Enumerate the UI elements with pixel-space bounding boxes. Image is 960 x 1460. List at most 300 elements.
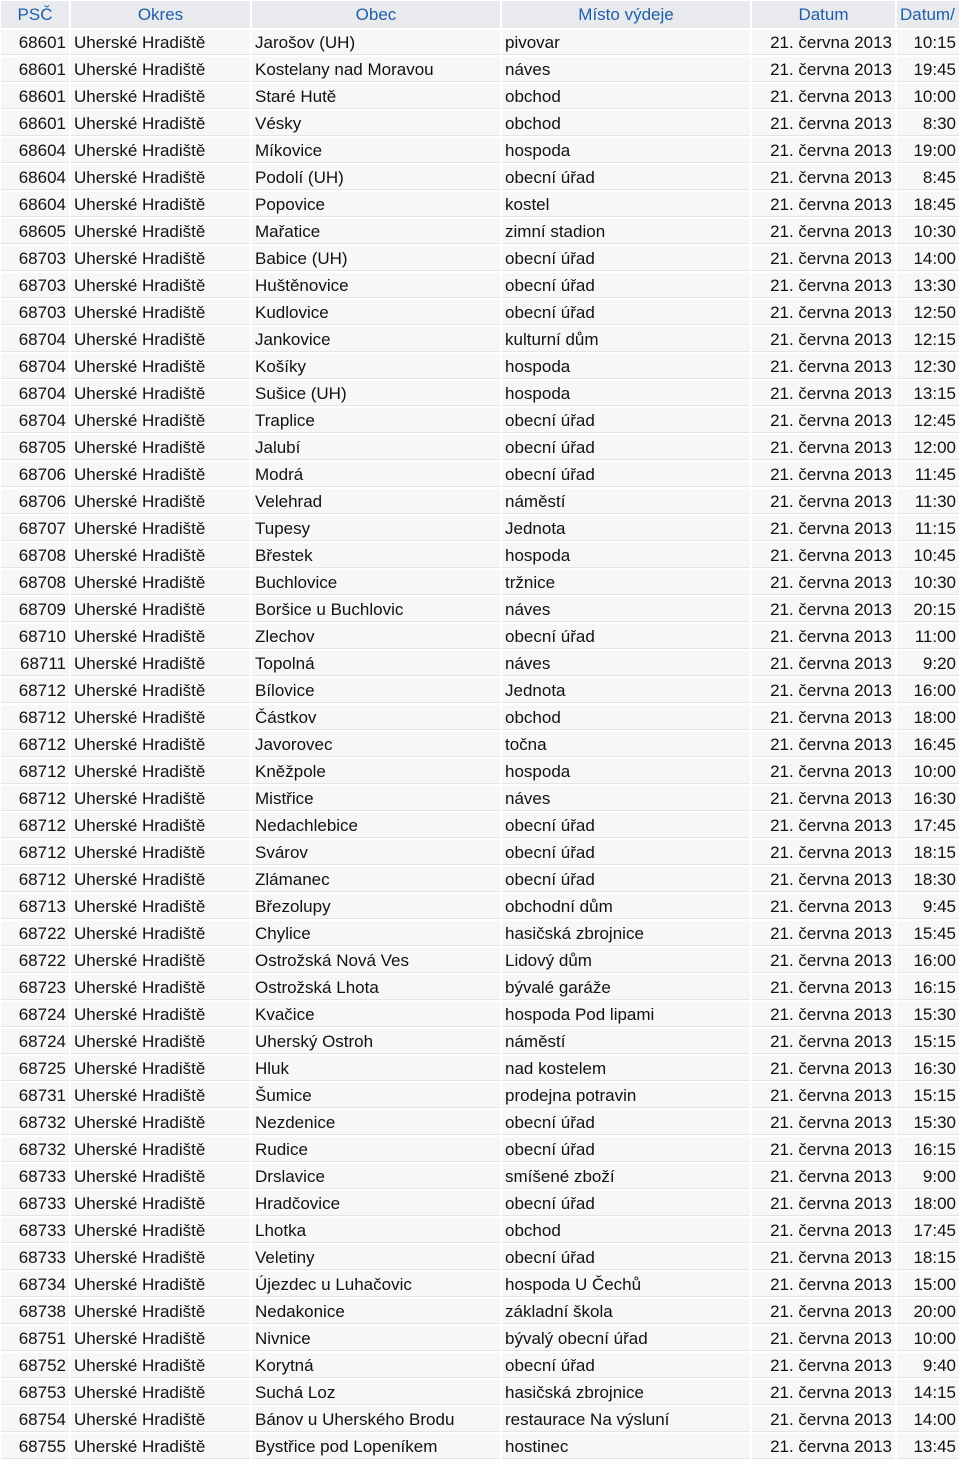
cell-cas: 16:45	[896, 731, 960, 758]
cell-cas: 10:15	[896, 29, 960, 56]
cell-misto-vydeje: náměstí	[501, 1028, 751, 1055]
cell-psc: 68601	[0, 29, 70, 56]
cell-misto-vydeje: obecní úřad	[501, 623, 751, 650]
cell-misto-vydeje: obecní úřad	[501, 1244, 751, 1271]
cell-misto-vydeje: obecní úřad	[501, 245, 751, 272]
cell-okres: Uherské Hradiště	[70, 218, 251, 245]
cell-datum: 21. června 2013	[751, 893, 896, 920]
cell-cas: 9:45	[896, 893, 960, 920]
cell-okres: Uherské Hradiště	[70, 677, 251, 704]
cell-obec: Huštěnovice	[251, 272, 501, 299]
cell-misto-vydeje: smíšené zboží	[501, 1163, 751, 1190]
cell-okres: Uherské Hradiště	[70, 1433, 251, 1460]
cell-obec: Veletiny	[251, 1244, 501, 1271]
cell-psc: 68712	[0, 785, 70, 812]
table-row	[0, 1082, 960, 1109]
table-row	[0, 1244, 960, 1271]
cell-misto-vydeje: Lidový dům	[501, 947, 751, 974]
table-row	[0, 893, 960, 920]
table-row	[0, 866, 960, 893]
cell-obec: Traplice	[251, 407, 501, 434]
header-obec: Obec	[251, 0, 501, 29]
cell-misto-vydeje: točna	[501, 731, 751, 758]
cell-cas: 8:45	[896, 164, 960, 191]
table-row	[0, 1190, 960, 1217]
table-row	[0, 1028, 960, 1055]
cell-datum: 21. června 2013	[751, 29, 896, 56]
cell-psc: 68731	[0, 1082, 70, 1109]
table-row	[0, 1271, 960, 1298]
table-row	[0, 974, 960, 1001]
cell-cas: 14:15	[896, 1379, 960, 1406]
table-row	[0, 920, 960, 947]
cell-psc: 68601	[0, 83, 70, 110]
cell-okres: Uherské Hradiště	[70, 1163, 251, 1190]
cell-psc: 68703	[0, 299, 70, 326]
cell-cas: 10:00	[896, 83, 960, 110]
table-row	[0, 380, 960, 407]
cell-obec: Velehrad	[251, 488, 501, 515]
cell-datum: 21. června 2013	[751, 677, 896, 704]
cell-misto-vydeje: náves	[501, 56, 751, 83]
cell-misto-vydeje: kulturní dům	[501, 326, 751, 353]
cell-datum: 21. června 2013	[751, 1001, 896, 1028]
cell-psc: 68722	[0, 920, 70, 947]
cell-psc: 68732	[0, 1136, 70, 1163]
cell-datum: 21. června 2013	[751, 920, 896, 947]
cell-misto-vydeje: prodejna potravin	[501, 1082, 751, 1109]
cell-psc: 68712	[0, 731, 70, 758]
cell-psc: 68712	[0, 704, 70, 731]
table-row	[0, 326, 960, 353]
cell-datum: 21. června 2013	[751, 1406, 896, 1433]
cell-okres: Uherské Hradiště	[70, 245, 251, 272]
cell-obec: Babice (UH)	[251, 245, 501, 272]
cell-obec: Lhotka	[251, 1217, 501, 1244]
cell-datum: 21. června 2013	[751, 1136, 896, 1163]
cell-misto-vydeje: obecní úřad	[501, 1136, 751, 1163]
cell-okres: Uherské Hradiště	[70, 299, 251, 326]
cell-datum: 21. června 2013	[751, 164, 896, 191]
table-row	[0, 272, 960, 299]
cell-okres: Uherské Hradiště	[70, 1001, 251, 1028]
cell-okres: Uherské Hradiště	[70, 56, 251, 83]
cell-okres: Uherské Hradiště	[70, 353, 251, 380]
table-row	[0, 596, 960, 623]
cell-misto-vydeje: obecní úřad	[501, 164, 751, 191]
cell-datum: 21. června 2013	[751, 353, 896, 380]
cell-obec: Nezdenice	[251, 1109, 501, 1136]
table-row	[0, 299, 960, 326]
cell-obec: Míkovice	[251, 137, 501, 164]
cell-psc: 68733	[0, 1217, 70, 1244]
cell-psc: 68754	[0, 1406, 70, 1433]
cell-cas: 19:00	[896, 137, 960, 164]
cell-datum: 21. června 2013	[751, 1379, 896, 1406]
cell-obec: Sušice (UH)	[251, 380, 501, 407]
table-row	[0, 164, 960, 191]
table-row	[0, 731, 960, 758]
cell-psc: 68738	[0, 1298, 70, 1325]
cell-datum: 21. června 2013	[751, 1352, 896, 1379]
cell-okres: Uherské Hradiště	[70, 1109, 251, 1136]
cell-psc: 68712	[0, 758, 70, 785]
cell-datum: 21. června 2013	[751, 326, 896, 353]
cell-cas: 13:30	[896, 272, 960, 299]
cell-okres: Uherské Hradiště	[70, 434, 251, 461]
table-row	[0, 407, 960, 434]
cell-psc: 68710	[0, 623, 70, 650]
cell-misto-vydeje: hospoda	[501, 353, 751, 380]
cell-cas: 18:00	[896, 1190, 960, 1217]
cell-cas: 17:45	[896, 1217, 960, 1244]
cell-obec: Jalubí	[251, 434, 501, 461]
cell-okres: Uherské Hradiště	[70, 461, 251, 488]
cell-obec: Korytná	[251, 1352, 501, 1379]
cell-psc: 68734	[0, 1271, 70, 1298]
cell-cas: 13:15	[896, 380, 960, 407]
cell-misto-vydeje: hostinec	[501, 1433, 751, 1460]
cell-psc: 68711	[0, 650, 70, 677]
cell-psc: 68725	[0, 1055, 70, 1082]
cell-datum: 21. června 2013	[751, 866, 896, 893]
cell-psc: 68708	[0, 542, 70, 569]
cell-okres: Uherské Hradiště	[70, 893, 251, 920]
cell-okres: Uherské Hradiště	[70, 1055, 251, 1082]
cell-okres: Uherské Hradiště	[70, 1271, 251, 1298]
cell-misto-vydeje: náves	[501, 596, 751, 623]
cell-misto-vydeje: bývalé garáže	[501, 974, 751, 1001]
cell-cas: 16:00	[896, 947, 960, 974]
cell-cas: 9:00	[896, 1163, 960, 1190]
cell-datum: 21. června 2013	[751, 731, 896, 758]
cell-cas: 15:15	[896, 1082, 960, 1109]
cell-misto-vydeje: pivovar	[501, 29, 751, 56]
cell-okres: Uherské Hradiště	[70, 731, 251, 758]
cell-obec: Suchá Loz	[251, 1379, 501, 1406]
table-row	[0, 758, 960, 785]
cell-datum: 21. června 2013	[751, 1163, 896, 1190]
cell-obec: Staré Hutě	[251, 83, 501, 110]
table-row	[0, 56, 960, 83]
cell-cas: 15:15	[896, 1028, 960, 1055]
cell-obec: Topolná	[251, 650, 501, 677]
cell-obec: Tupesy	[251, 515, 501, 542]
cell-misto-vydeje: hospoda Pod lipami	[501, 1001, 751, 1028]
cell-psc: 68712	[0, 812, 70, 839]
table-row	[0, 839, 960, 866]
cell-psc: 68706	[0, 461, 70, 488]
cell-psc: 68724	[0, 1028, 70, 1055]
cell-obec: Javorovec	[251, 731, 501, 758]
cell-cas: 18:15	[896, 839, 960, 866]
table-row	[0, 947, 960, 974]
table-row	[0, 434, 960, 461]
cell-obec: Kněžpole	[251, 758, 501, 785]
cell-obec: Hradčovice	[251, 1190, 501, 1217]
table-row	[0, 515, 960, 542]
cell-datum: 21. června 2013	[751, 218, 896, 245]
table-row	[0, 191, 960, 218]
cell-cas: 14:00	[896, 1406, 960, 1433]
table-row	[0, 353, 960, 380]
cell-cas: 18:45	[896, 191, 960, 218]
cell-misto-vydeje: hasičská zbrojnice	[501, 1379, 751, 1406]
cell-obec: Buchlovice	[251, 569, 501, 596]
cell-obec: Uherský Ostroh	[251, 1028, 501, 1055]
cell-psc: 68704	[0, 326, 70, 353]
cell-obec: Boršice u Buchlovic	[251, 596, 501, 623]
header-row	[0, 0, 960, 29]
cell-misto-vydeje: obecní úřad	[501, 272, 751, 299]
cell-misto-vydeje: bývalý obecní úřad	[501, 1325, 751, 1352]
table-row	[0, 569, 960, 596]
cell-cas: 9:20	[896, 650, 960, 677]
table-row	[0, 1163, 960, 1190]
cell-okres: Uherské Hradiště	[70, 704, 251, 731]
cell-psc: 68605	[0, 218, 70, 245]
cell-okres: Uherské Hradiště	[70, 920, 251, 947]
cell-cas: 12:50	[896, 299, 960, 326]
cell-datum: 21. června 2013	[751, 110, 896, 137]
cell-misto-vydeje: obecní úřad	[501, 434, 751, 461]
cell-cas: 12:15	[896, 326, 960, 353]
cell-obec: Zlechov	[251, 623, 501, 650]
cell-okres: Uherské Hradiště	[70, 1028, 251, 1055]
table-row	[0, 677, 960, 704]
cell-obec: Jarošov (UH)	[251, 29, 501, 56]
cell-psc: 68709	[0, 596, 70, 623]
table-row	[0, 1109, 960, 1136]
cell-datum: 21. června 2013	[751, 785, 896, 812]
cell-cas: 12:00	[896, 434, 960, 461]
cell-datum: 21. června 2013	[751, 1082, 896, 1109]
cell-okres: Uherské Hradiště	[70, 596, 251, 623]
cell-okres: Uherské Hradiště	[70, 83, 251, 110]
cell-cas: 14:00	[896, 245, 960, 272]
cell-cas: 11:00	[896, 623, 960, 650]
cell-psc: 68712	[0, 839, 70, 866]
cell-okres: Uherské Hradiště	[70, 1406, 251, 1433]
cell-obec: Nedakonice	[251, 1298, 501, 1325]
cell-okres: Uherské Hradiště	[70, 1190, 251, 1217]
cell-psc: 68752	[0, 1352, 70, 1379]
cell-psc: 68713	[0, 893, 70, 920]
cell-obec: Kvačice	[251, 1001, 501, 1028]
cell-misto-vydeje: hasičská zbrojnice	[501, 920, 751, 947]
cell-cas: 10:30	[896, 218, 960, 245]
cell-okres: Uherské Hradiště	[70, 1082, 251, 1109]
cell-obec: Bystřice pod Lopeníkem	[251, 1433, 501, 1460]
cell-misto-vydeje: zimní stadion	[501, 218, 751, 245]
table-row	[0, 1001, 960, 1028]
cell-cas: 19:45	[896, 56, 960, 83]
cell-datum: 21. června 2013	[751, 56, 896, 83]
cell-psc: 68723	[0, 974, 70, 1001]
cell-psc: 68706	[0, 488, 70, 515]
cell-datum: 21. června 2013	[751, 272, 896, 299]
table-row	[0, 1325, 960, 1352]
table-row	[0, 1055, 960, 1082]
cell-cas: 10:00	[896, 1325, 960, 1352]
cell-misto-vydeje: obecní úřad	[501, 812, 751, 839]
cell-misto-vydeje: obecní úřad	[501, 1352, 751, 1379]
cell-datum: 21. června 2013	[751, 461, 896, 488]
cell-datum: 21. června 2013	[751, 83, 896, 110]
cell-psc: 68704	[0, 407, 70, 434]
cell-psc: 68708	[0, 569, 70, 596]
cell-cas: 16:30	[896, 1055, 960, 1082]
cell-datum: 21. června 2013	[751, 1325, 896, 1352]
cell-datum: 21. června 2013	[751, 1028, 896, 1055]
table-row	[0, 29, 960, 56]
cell-misto-vydeje: obchodní dům	[501, 893, 751, 920]
table-row	[0, 650, 960, 677]
cell-misto-vydeje: hospoda	[501, 758, 751, 785]
table-row	[0, 542, 960, 569]
cell-cas: 10:30	[896, 569, 960, 596]
cell-psc: 68753	[0, 1379, 70, 1406]
cell-okres: Uherské Hradiště	[70, 947, 251, 974]
cell-okres: Uherské Hradiště	[70, 1217, 251, 1244]
cell-datum: 21. června 2013	[751, 974, 896, 1001]
table-row	[0, 83, 960, 110]
table-row	[0, 1433, 960, 1460]
cell-psc: 68707	[0, 515, 70, 542]
cell-datum: 21. června 2013	[751, 299, 896, 326]
cell-psc: 68722	[0, 947, 70, 974]
cell-okres: Uherské Hradiště	[70, 380, 251, 407]
cell-datum: 21. června 2013	[751, 542, 896, 569]
cell-misto-vydeje: základní škola	[501, 1298, 751, 1325]
header-psc: PSČ	[0, 0, 70, 29]
cell-cas: 12:45	[896, 407, 960, 434]
cell-misto-vydeje: hospoda U Čechů	[501, 1271, 751, 1298]
cell-datum: 21. června 2013	[751, 1244, 896, 1271]
cell-cas: 8:30	[896, 110, 960, 137]
cell-psc: 68733	[0, 1244, 70, 1271]
table-row	[0, 1298, 960, 1325]
cell-misto-vydeje: obecní úřad	[501, 1109, 751, 1136]
cell-cas: 18:30	[896, 866, 960, 893]
table-body	[0, 29, 960, 1460]
cell-obec: Částkov	[251, 704, 501, 731]
table-row	[0, 704, 960, 731]
cell-datum: 21. června 2013	[751, 947, 896, 974]
cell-obec: Zlámanec	[251, 866, 501, 893]
cell-obec: Svárov	[251, 839, 501, 866]
cell-datum: 21. června 2013	[751, 650, 896, 677]
table-row	[0, 461, 960, 488]
table-row	[0, 623, 960, 650]
cell-obec: Šumice	[251, 1082, 501, 1109]
cell-cas: 15:45	[896, 920, 960, 947]
cell-datum: 21. června 2013	[751, 758, 896, 785]
cell-obec: Chylice	[251, 920, 501, 947]
cell-misto-vydeje: obecní úřad	[501, 407, 751, 434]
cell-okres: Uherské Hradiště	[70, 326, 251, 353]
cell-okres: Uherské Hradiště	[70, 839, 251, 866]
cell-okres: Uherské Hradiště	[70, 974, 251, 1001]
cell-datum: 21. června 2013	[751, 488, 896, 515]
table-row	[0, 245, 960, 272]
cell-datum: 21. června 2013	[751, 434, 896, 461]
cell-okres: Uherské Hradiště	[70, 650, 251, 677]
cell-okres: Uherské Hradiště	[70, 569, 251, 596]
cell-misto-vydeje: tržnice	[501, 569, 751, 596]
cell-misto-vydeje: obchod	[501, 83, 751, 110]
cell-cas: 12:30	[896, 353, 960, 380]
cell-obec: Mařatice	[251, 218, 501, 245]
cell-datum: 21. června 2013	[751, 1217, 896, 1244]
cell-cas: 20:00	[896, 1298, 960, 1325]
header-datum-cas: Datum/	[896, 0, 960, 29]
cell-psc: 68724	[0, 1001, 70, 1028]
cell-psc: 68755	[0, 1433, 70, 1460]
cell-psc: 68704	[0, 380, 70, 407]
cell-datum: 21. června 2013	[751, 137, 896, 164]
cell-okres: Uherské Hradiště	[70, 110, 251, 137]
table-row	[0, 110, 960, 137]
cell-cas: 20:15	[896, 596, 960, 623]
cell-okres: Uherské Hradiště	[70, 812, 251, 839]
table-row	[0, 812, 960, 839]
cell-okres: Uherské Hradiště	[70, 407, 251, 434]
cell-obec: Ostrožská Lhota	[251, 974, 501, 1001]
cell-psc: 68751	[0, 1325, 70, 1352]
cell-okres: Uherské Hradiště	[70, 1298, 251, 1325]
cell-psc: 68705	[0, 434, 70, 461]
cell-misto-vydeje: obchod	[501, 110, 751, 137]
cell-cas: 11:30	[896, 488, 960, 515]
cell-datum: 21. června 2013	[751, 812, 896, 839]
cell-misto-vydeje: nad kostelem	[501, 1055, 751, 1082]
cell-okres: Uherské Hradiště	[70, 137, 251, 164]
cell-cas: 13:45	[896, 1433, 960, 1460]
cell-misto-vydeje: hospoda	[501, 542, 751, 569]
cell-cas: 11:15	[896, 515, 960, 542]
cell-obec: Nivnice	[251, 1325, 501, 1352]
cell-datum: 21. června 2013	[751, 1298, 896, 1325]
cell-cas: 16:15	[896, 974, 960, 1001]
table-row	[0, 1217, 960, 1244]
cell-okres: Uherské Hradiště	[70, 866, 251, 893]
cell-datum: 21. června 2013	[751, 1190, 896, 1217]
cell-okres: Uherské Hradiště	[70, 515, 251, 542]
table-row	[0, 1136, 960, 1163]
cell-misto-vydeje: náměstí	[501, 488, 751, 515]
cell-obec: Jankovice	[251, 326, 501, 353]
cell-okres: Uherské Hradiště	[70, 1379, 251, 1406]
cell-cas: 16:00	[896, 677, 960, 704]
cell-psc: 68604	[0, 191, 70, 218]
cell-datum: 21. června 2013	[751, 1433, 896, 1460]
cell-obec: Podolí (UH)	[251, 164, 501, 191]
table-row	[0, 785, 960, 812]
cell-obec: Vésky	[251, 110, 501, 137]
cell-cas: 18:00	[896, 704, 960, 731]
cell-obec: Mistřice	[251, 785, 501, 812]
cell-obec: Újezdec u Luhačovic	[251, 1271, 501, 1298]
cell-okres: Uherské Hradiště	[70, 1352, 251, 1379]
cell-cas: 16:30	[896, 785, 960, 812]
cell-okres: Uherské Hradiště	[70, 272, 251, 299]
cell-obec: Břestek	[251, 542, 501, 569]
cell-misto-vydeje: náves	[501, 785, 751, 812]
cell-obec: Kudlovice	[251, 299, 501, 326]
cell-okres: Uherské Hradiště	[70, 623, 251, 650]
table-row	[0, 1352, 960, 1379]
